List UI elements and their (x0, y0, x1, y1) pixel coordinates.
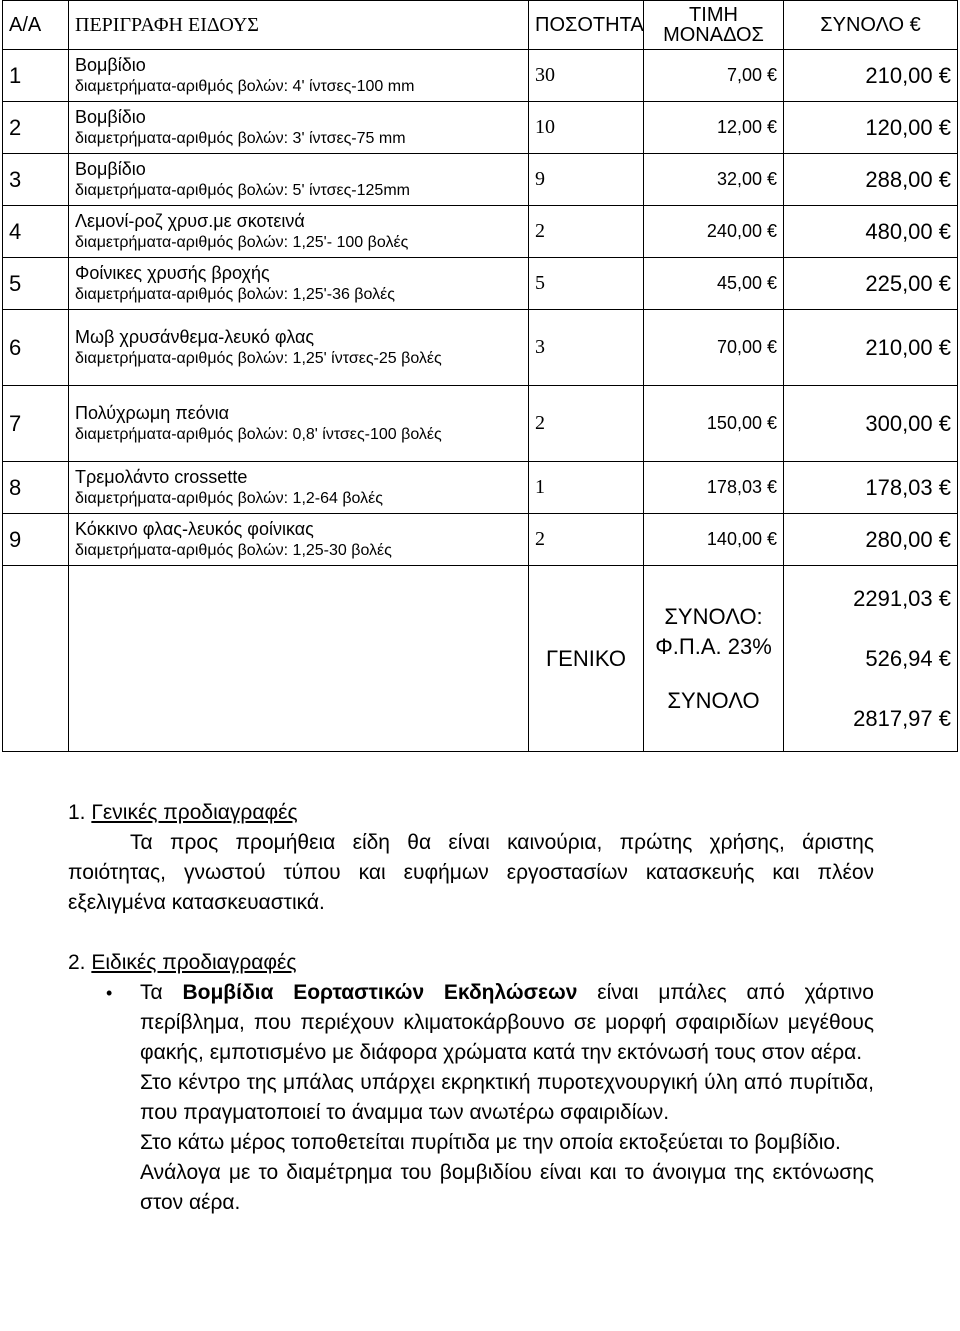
header-unit-price-line2: ΜΟΝΑΔΟΣ (663, 24, 764, 46)
item-name: Βομβίδιο (75, 158, 146, 179)
item-spec: διαμετρήματα-αριθμός βολών: 1,25'-36 βολές (75, 285, 395, 303)
general-label: ΓΕΝΙΚΟ (529, 566, 644, 752)
item-name: Βομβίδιο (75, 106, 146, 127)
summary-values (784, 566, 958, 752)
item-name: Πολύχρωμη πεόνια (75, 402, 230, 423)
row-quantity: 10 (529, 102, 644, 154)
table-row (3, 154, 958, 206)
row-unit-price: 7,00 € (644, 50, 784, 102)
row-unit-price: 32,00 € (644, 154, 784, 206)
row-quantity: 30 (529, 50, 644, 102)
row-description (69, 462, 529, 514)
table-header-row (3, 1, 958, 50)
row-total: 210,00 € (784, 50, 958, 102)
row-total: 300,00 € (784, 386, 958, 462)
row-number: 6 (3, 310, 69, 386)
vat-value: 526,94 € (865, 645, 951, 671)
item-name: Τρεμολάντο crossette (75, 466, 248, 487)
item-spec: διαμετρήματα-αριθμός βολών: 1,25-30 βολές (75, 541, 392, 559)
item-spec: διαμετρήματα-αριθμός βολών: 1,2-64 βολές (75, 489, 383, 507)
item-name: Βομβίδιο (75, 54, 146, 75)
special-spec-list (106, 978, 874, 1218)
intro-post: είναι μπάλες από χάρτινο περίβλημα, που περιέχουν κλιματοκάρβουνο σε μορφή σφαιριδίων μεγέθους φακής, εμποτισμένο με διάφορα χρώματα κατά την εκτόνωσή τους στον αέρα. (140, 981, 874, 1064)
row-description (69, 258, 529, 310)
row-total: 480,00 € (784, 206, 958, 258)
item-spec: διαμετρήματα-αριθμός βολών: 5' ίντσες-125mm (75, 181, 410, 199)
item-spec: διαμετρήματα-αριθμός βολών: 0,8' ίντσες-100 βολές (75, 425, 442, 443)
table-row (3, 206, 958, 258)
item-spec: διαμετρήματα-αριθμός βολών: 3' ίντσες-75 mm (75, 129, 406, 147)
row-unit-price: 178,03 € (644, 462, 784, 514)
row-total: 178,03 € (784, 462, 958, 514)
special-spec-intro (140, 978, 874, 1068)
row-total: 120,00 € (784, 102, 958, 154)
summary-empty-cell (3, 566, 69, 752)
grand-total-value: 2817,97 € (853, 705, 951, 731)
row-description (69, 310, 529, 386)
row-number: 2 (3, 102, 69, 154)
table-row (3, 50, 958, 102)
row-description (69, 386, 529, 462)
items-table (2, 0, 958, 752)
table-row (3, 258, 958, 310)
header-unit-price (644, 1, 784, 50)
special-spec-p2: Στο κέντρο της μπάλας υπάρχει εκρηκτική πυροτεχνουργική ύλη από πυρίτιδα, που πραγματοποιεί το άναμμα των ανωτέρω σφαιριδίων. (140, 1071, 874, 1124)
row-total: 288,00 € (784, 154, 958, 206)
subtotal-label: ΣΥΝΟΛΟ: (664, 603, 763, 629)
item-spec: διαμετρήματα-αριθμός βολών: 1,25' ίντσες-25 βολές (75, 349, 442, 367)
item-spec: διαμετρήματα-αριθμός βολών: 1,25'- 100 βολές (75, 233, 409, 251)
special-spec-heading (68, 948, 874, 978)
vat-label: Φ.Π.Α. 23% (655, 633, 772, 659)
row-quantity: 1 (529, 462, 644, 514)
table-row (3, 310, 958, 386)
bullet-icon: • (106, 983, 113, 1003)
table-row (3, 514, 958, 566)
general-spec-title: Γενικές προδιαγραφές (91, 801, 298, 824)
row-unit-price: 12,00 € (644, 102, 784, 154)
header-quantity: ΠΟΣΟΤΗΤΑ (529, 1, 644, 50)
row-unit-price: 140,00 € (644, 514, 784, 566)
row-unit-price: 240,00 € (644, 206, 784, 258)
item-name: Φοίνικες χρυσής βροχής (75, 262, 270, 283)
row-quantity: 2 (529, 386, 644, 462)
row-number: 8 (3, 462, 69, 514)
header-unit-price-line1: ΤΙΜΗ (689, 4, 738, 26)
row-unit-price: 45,00 € (644, 258, 784, 310)
header-total: ΣΥΝΟΛΟ € (784, 1, 958, 50)
row-quantity: 2 (529, 514, 644, 566)
row-total: 280,00 € (784, 514, 958, 566)
general-spec-text: Τα προς προμήθεια είδη θα είναι καινούρια, πρώτης χρήσης, άριστης ποιότητας, γνωστού τύπου και ευφήμων εργοστασίων κατασκευής και πλέον εξελιγμένα κατασκευαστικά. (68, 831, 874, 914)
row-number: 7 (3, 386, 69, 462)
row-description (69, 206, 529, 258)
item-spec: διαμετρήματα-αριθμός βολών: 4' ίντσες-100 mm (75, 77, 415, 95)
row-quantity: 2 (529, 206, 644, 258)
table-row (3, 102, 958, 154)
row-total: 210,00 € (784, 310, 958, 386)
header-description: ΠΕΡΙΓΡΑΦΗ ΕΙΔΟΥΣ (69, 1, 529, 50)
row-total: 225,00 € (784, 258, 958, 310)
row-unit-price: 70,00 € (644, 310, 784, 386)
row-number: 5 (3, 258, 69, 310)
header-aa: Α/Α (3, 1, 69, 50)
grand-total-label: ΣΥΝΟΛΟ (667, 687, 760, 713)
special-spec-p4: Ανάλογα με το διαμέτρημα του βομβιδίου είναι και το άνοιγμα της εκτόνωσης στον αέρα. (140, 1161, 874, 1214)
table-row (3, 386, 958, 462)
row-quantity: 3 (529, 310, 644, 386)
general-spec-number: 1. (68, 801, 86, 824)
row-quantity: 9 (529, 154, 644, 206)
intro-bold: Βομβίδια Εορταστικών Εκδηλώσεων (182, 981, 578, 1004)
item-name: Λεμονί-ροζ χρυσ.με σκοτεινά (75, 210, 305, 231)
row-unit-price: 150,00 € (644, 386, 784, 462)
specifications (68, 798, 874, 1218)
general-spec-heading (68, 798, 874, 828)
table-row (3, 462, 958, 514)
summary-empty-cell (69, 566, 529, 752)
row-number: 9 (3, 514, 69, 566)
special-spec-p3: Στο κάτω μέρος τοποθετείται πυρίτιδα με την οποία εκτοξεύεται το βομβίδιο. (140, 1131, 841, 1154)
row-number: 3 (3, 154, 69, 206)
summary-labels (644, 566, 784, 752)
row-description (69, 154, 529, 206)
subtotal-value: 2291,03 € (853, 585, 951, 611)
row-description (69, 514, 529, 566)
row-description (69, 102, 529, 154)
item-name: Κόκκινο φλας-λευκός φοίνικας (75, 518, 314, 539)
row-number: 4 (3, 206, 69, 258)
item-name: Μωβ χρυσάνθεμα-λευκό φλας (75, 326, 315, 347)
intro-pre: Τα (140, 981, 163, 1004)
summary-row (3, 566, 958, 752)
row-number: 1 (3, 50, 69, 102)
special-spec-title: Ειδικές προδιαγραφές (91, 951, 297, 974)
row-description (69, 50, 529, 102)
special-spec-number: 2. (68, 951, 86, 974)
row-quantity: 5 (529, 258, 644, 310)
